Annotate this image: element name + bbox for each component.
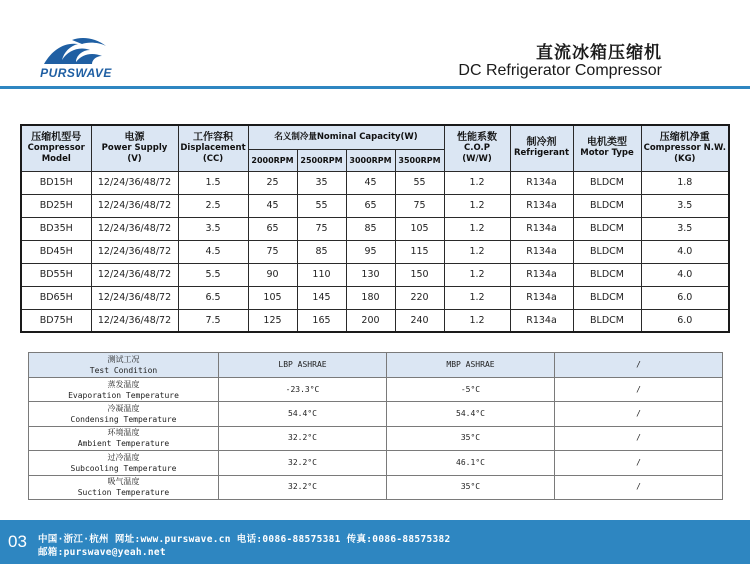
header-weight: 压缩机净重 Compressor N.W. (KG) bbox=[641, 125, 729, 171]
cell-rpm-2000: 65 bbox=[248, 217, 297, 240]
page-number: 03 bbox=[8, 532, 27, 551]
cell-power: 12/24/36/48/72 bbox=[91, 263, 178, 286]
page-title-en: DC Refrigerator Compressor bbox=[458, 62, 662, 79]
spec-table-body bbox=[21, 171, 729, 332]
header-rpm-3000: 3000RPM bbox=[346, 149, 395, 171]
test-condition-table bbox=[28, 352, 723, 500]
cell-mbp: 46.1°C bbox=[387, 451, 555, 475]
cell-motor: BLDCM bbox=[573, 194, 641, 217]
cell-motor: BLDCM bbox=[573, 217, 641, 240]
cell-rpm-2500: 35 bbox=[297, 171, 346, 194]
cell-model: BD65H bbox=[21, 286, 91, 309]
cell-displacement: 7.5 bbox=[178, 309, 248, 332]
table-row bbox=[29, 378, 723, 402]
cell-rpm-2000: 125 bbox=[248, 309, 297, 332]
table-row bbox=[21, 171, 729, 194]
cell-cop: 1.2 bbox=[444, 217, 510, 240]
footer-bar bbox=[0, 520, 750, 564]
cell-displacement: 6.5 bbox=[178, 286, 248, 309]
cell-cop: 1.2 bbox=[444, 240, 510, 263]
cell-mbp: 54.4°C bbox=[387, 402, 555, 426]
cell-condition: 冷凝温度 Condensing Temperature bbox=[29, 402, 219, 426]
cell-rpm-2000: 75 bbox=[248, 240, 297, 263]
page-title-cn: 直流冰箱压缩机 bbox=[536, 43, 662, 63]
cell-cop: 1.2 bbox=[444, 286, 510, 309]
header-power: 电源 Power Supply (V) bbox=[91, 125, 178, 171]
cell-rpm-2000: 90 bbox=[248, 263, 297, 286]
cell-rpm-2500: 85 bbox=[297, 240, 346, 263]
cell-rpm-2000: 45 bbox=[248, 194, 297, 217]
header-divider bbox=[0, 86, 750, 89]
cell-other: / bbox=[555, 475, 723, 499]
cell-rpm-3500: 55 bbox=[395, 171, 444, 194]
cell-cop: 1.2 bbox=[444, 309, 510, 332]
cell-other: / bbox=[555, 402, 723, 426]
cell-model: BD75H bbox=[21, 309, 91, 332]
cell-rpm-3500: 105 bbox=[395, 217, 444, 240]
cell-rpm-2500: 145 bbox=[297, 286, 346, 309]
cell-model: BD15H bbox=[21, 171, 91, 194]
cell-other: / bbox=[555, 378, 723, 402]
cell-displacement: 1.5 bbox=[178, 171, 248, 194]
header-capacity: 名义制冷量Nominal Capacity(W) bbox=[248, 125, 444, 149]
cell-rpm-2000: 105 bbox=[248, 286, 297, 309]
cell-weight: 4.0 bbox=[641, 263, 729, 286]
wave-icon bbox=[42, 36, 110, 66]
cell-mbp: 35°C bbox=[387, 426, 555, 450]
cell-refrigerant: R134a bbox=[510, 263, 573, 286]
footer-contact-line: 中国·浙江·杭州 网址:www.purswave.cn 电话:0086-88575381 传真:0086-88575382 bbox=[38, 534, 451, 545]
cell-condition: 吸气温度 Suction Temperature bbox=[29, 475, 219, 499]
cell-lbp: 54.4°C bbox=[219, 402, 387, 426]
cell-rpm-3000: 95 bbox=[346, 240, 395, 263]
table-row bbox=[21, 309, 729, 332]
cell-weight: 4.0 bbox=[641, 240, 729, 263]
cell-rpm-3500: 150 bbox=[395, 263, 444, 286]
cell-motor: BLDCM bbox=[573, 240, 641, 263]
cell-displacement: 3.5 bbox=[178, 217, 248, 240]
spec-table bbox=[20, 124, 730, 333]
cell-motor: BLDCM bbox=[573, 171, 641, 194]
header-cop: 性能系数 C.O.P (W/W) bbox=[444, 125, 510, 171]
cell-displacement: 2.5 bbox=[178, 194, 248, 217]
cell-weight: 6.0 bbox=[641, 286, 729, 309]
cell-cop: 1.2 bbox=[444, 194, 510, 217]
cell-other: / bbox=[555, 451, 723, 475]
header-mbp: MBP ASHRAE bbox=[387, 353, 555, 378]
cell-rpm-2500: 110 bbox=[297, 263, 346, 286]
header-motor: 电机类型 Motor Type bbox=[573, 125, 641, 171]
cell-weight: 3.5 bbox=[641, 194, 729, 217]
table-row bbox=[29, 402, 723, 426]
cell-model: BD25H bbox=[21, 194, 91, 217]
cell-other: / bbox=[555, 426, 723, 450]
cell-refrigerant: R134a bbox=[510, 194, 573, 217]
cell-rpm-3500: 220 bbox=[395, 286, 444, 309]
cell-power: 12/24/36/48/72 bbox=[91, 217, 178, 240]
cell-cop: 1.2 bbox=[444, 263, 510, 286]
cell-motor: BLDCM bbox=[573, 286, 641, 309]
cell-power: 12/24/36/48/72 bbox=[91, 194, 178, 217]
table-row bbox=[21, 263, 729, 286]
header-rpm-2500: 2500RPM bbox=[297, 149, 346, 171]
cell-model: BD45H bbox=[21, 240, 91, 263]
cell-lbp: 32.2°C bbox=[219, 426, 387, 450]
cell-mbp: 35°C bbox=[387, 475, 555, 499]
cell-lbp: -23.3°C bbox=[219, 378, 387, 402]
cell-refrigerant: R134a bbox=[510, 286, 573, 309]
header-model: 压缩机型号 Compressor Model bbox=[21, 125, 91, 171]
cell-displacement: 5.5 bbox=[178, 263, 248, 286]
cell-model: BD55H bbox=[21, 263, 91, 286]
purswave-logo bbox=[36, 36, 116, 82]
cell-power: 12/24/36/48/72 bbox=[91, 171, 178, 194]
table-row bbox=[21, 194, 729, 217]
header-test-condition: 测试工况 Test Condition bbox=[29, 353, 219, 378]
cell-refrigerant: R134a bbox=[510, 171, 573, 194]
cell-rpm-2500: 75 bbox=[297, 217, 346, 240]
cell-rpm-3000: 85 bbox=[346, 217, 395, 240]
cell-cop: 1.2 bbox=[444, 171, 510, 194]
cell-condition: 蒸发温度 Evaporation Temperature bbox=[29, 378, 219, 402]
cell-rpm-3500: 240 bbox=[395, 309, 444, 332]
cell-rpm-3500: 75 bbox=[395, 194, 444, 217]
cell-condition: 环境温度 Ambient Temperature bbox=[29, 426, 219, 450]
cell-model: BD35H bbox=[21, 217, 91, 240]
cell-rpm-3500: 115 bbox=[395, 240, 444, 263]
cell-power: 12/24/36/48/72 bbox=[91, 309, 178, 332]
header-displacement: 工作容积 Displacement (CC) bbox=[178, 125, 248, 171]
table-row bbox=[21, 217, 729, 240]
table-row bbox=[29, 475, 723, 499]
cell-rpm-3000: 45 bbox=[346, 171, 395, 194]
cell-condition: 过冷温度 Subcooling Temperature bbox=[29, 451, 219, 475]
header-rpm-2000: 2000RPM bbox=[248, 149, 297, 171]
logo-text: PURSWAVE bbox=[40, 66, 112, 80]
cell-rpm-2500: 55 bbox=[297, 194, 346, 217]
cell-rpm-3000: 180 bbox=[346, 286, 395, 309]
cell-rpm-3000: 130 bbox=[346, 263, 395, 286]
cell-refrigerant: R134a bbox=[510, 309, 573, 332]
cell-rpm-3000: 200 bbox=[346, 309, 395, 332]
cell-lbp: 32.2°C bbox=[219, 475, 387, 499]
header-other: / bbox=[555, 353, 723, 378]
header-refrigerant: 制冷剂 Refrigerant bbox=[510, 125, 573, 171]
header-rpm-3500: 3500RPM bbox=[395, 149, 444, 171]
cell-motor: BLDCM bbox=[573, 263, 641, 286]
cell-weight: 6.0 bbox=[641, 309, 729, 332]
cell-lbp: 32.2°C bbox=[219, 451, 387, 475]
footer-email-line: 邮箱:purswave@yeah.net bbox=[38, 547, 166, 558]
cell-rpm-2500: 165 bbox=[297, 309, 346, 332]
cell-weight: 1.8 bbox=[641, 171, 729, 194]
test-table-body bbox=[29, 378, 723, 500]
cell-refrigerant: R134a bbox=[510, 240, 573, 263]
cell-refrigerant: R134a bbox=[510, 217, 573, 240]
cell-motor: BLDCM bbox=[573, 309, 641, 332]
table-row bbox=[21, 240, 729, 263]
header-lbp: LBP ASHRAE bbox=[219, 353, 387, 378]
table-row bbox=[21, 286, 729, 309]
cell-displacement: 4.5 bbox=[178, 240, 248, 263]
cell-weight: 3.5 bbox=[641, 217, 729, 240]
cell-rpm-2000: 25 bbox=[248, 171, 297, 194]
cell-mbp: -5°C bbox=[387, 378, 555, 402]
cell-power: 12/24/36/48/72 bbox=[91, 286, 178, 309]
cell-rpm-3000: 65 bbox=[346, 194, 395, 217]
table-row bbox=[29, 451, 723, 475]
table-row bbox=[29, 426, 723, 450]
cell-power: 12/24/36/48/72 bbox=[91, 240, 178, 263]
